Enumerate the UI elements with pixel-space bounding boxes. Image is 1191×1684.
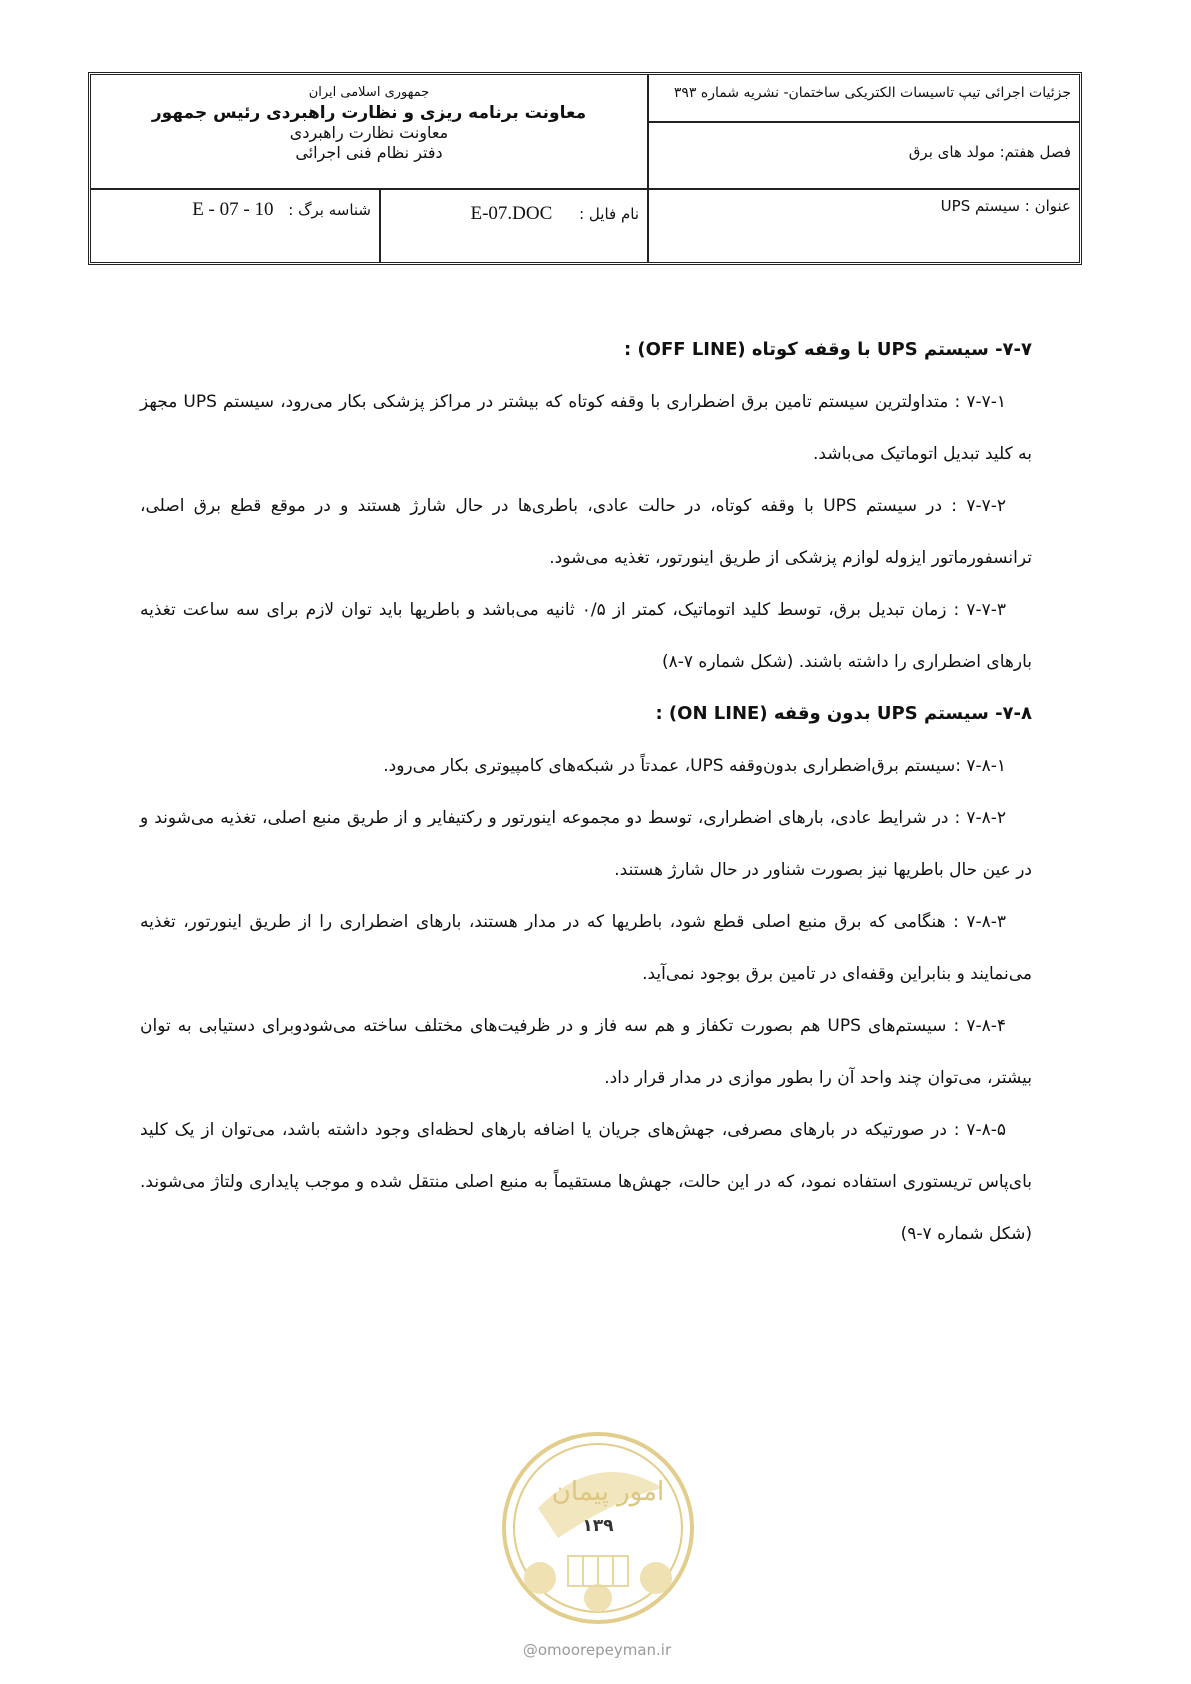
paragraph-7-8-3: ۷-۸-۳ : هنگامی که برق منبع اصلی قطع شود، باطریها که در مدار هستند، بارهای اضطراری را از طریق اینورتور، تغذیه می‌نمایند و بنابراین وقفه‌ای در تامین برق بوجود نمی‌آید. [140, 912, 1032, 984]
doc-title-cell [657, 197, 1071, 215]
org-deputy: معاونت برنامه ریزی و نظارت راهبردی رئیس جمهور [151, 103, 587, 123]
sheet-id-value: E - 07 - 10 [192, 199, 274, 220]
org-office: دفتر نظام فنی اجرائی [295, 143, 443, 162]
stamp-logo [498, 1428, 698, 1628]
section-heading-7-7: ۷-۷- سیستم UPS با وقفه کوتاه (OFF LINE) : [623, 339, 1032, 360]
paragraph-7-7-3: ۷-۷-۳ : زمان تبدیل برق، توسط کلید اتوماتیک، کمتر از ۰/۵ ثانیه می‌باشد و باطریها باید توان لازم برای سه ساعت تغذیه بارهای اضطراری را داشته باشند. (شکل شماره ۷-۸) [140, 600, 1032, 672]
header-divider-horizontal-main [91, 188, 1079, 190]
header-divider-vertical-main [647, 75, 649, 262]
header-divider-horizontal-right [649, 121, 1079, 123]
file-name-value: E-07.DOC [470, 203, 553, 224]
stamp-logo-text: امور پیمان [551, 1477, 665, 1507]
paragraph-7-8-1: ۷-۸-۱ :سیستم برق‌اضطراری بدون‌وقفه UPS، عمدتاً در شبکه‌های کامپیوتری بکار می‌رود. [383, 756, 1006, 776]
chapter-title: فصل هفتم: مولد های برق [908, 143, 1071, 161]
header-divider-vertical-left [379, 190, 381, 262]
publication-title: جزئیات اجرائی تیپ تاسیسات الکتریکی ساختمان- نشریه شماره ۳۹۳ [673, 85, 1071, 101]
paragraph-7-7-2: ۷-۷-۲ : در سیستم UPS با وقفه کوتاه، در حالت عادی، باطری‌ها در حال شارژ هستند و در موقع قطع برق اصلی، ترانسفورماتور ایزوله لوازم پزشکی از طریق اینورتور، تغذیه می‌شود. [140, 496, 1032, 568]
doc-title-value: سیستم UPS [940, 197, 1020, 215]
file-name-label: نام فایل : [579, 205, 639, 223]
header-table [88, 72, 1082, 265]
paragraph-7-8-5: ۷-۸-۵ : در صورتیکه در بارهای مصرفی، جهش‌های جریان یا اضافه بارهای لحظه‌ای وجود داشته باشد، می‌توان از یک کلید بای‌پاس تریستوری استفاده نمود، که در این حالت، جهش‌ها مستقیماً به منبع اصلی منتقل شده و موجب پایداری ولتاژ می‌شوند. (شکل شماره ۷-۹) [140, 1120, 1032, 1244]
sheet-id-cell [91, 199, 377, 221]
org-supervision: معاونت نظارت راهبردی [289, 123, 449, 142]
paragraph-7-8-4: ۷-۸-۴ : سیستم‌های UPS هم بصورت تکفاز و هم سه فاز و در ظرفیت‌های مختلف ساخته می‌شودوبرای دستیابی به توان بیشتر، می‌توان چند واحد آن را بطور موازی در مدار قرار داد. [140, 1016, 1032, 1088]
organization-block [91, 83, 647, 183]
paragraph-7-8-2: ۷-۸-۲ : در شرایط عادی، بارهای اضطراری، توسط دو مجموعه اینورتور و رکتیفایر و از طریق منبع اصلی، تغذیه می‌شوند و در عین حال باطریها نیز بصورت شناور در حال شارژ هستند. [140, 808, 1032, 880]
watermark-text: @omoorepeyman.ir [522, 1641, 672, 1659]
file-name-cell [383, 203, 645, 225]
doc-title-label: عنوان : [1024, 197, 1071, 215]
main-content [140, 324, 1032, 1260]
paragraph-7-7-1: ۷-۷-۱ : متداولترین سیستم تامین برق اضطراری با وقفه کوتاه که بیشتر در مراکز پزشکی بکار می‌رود، سیستم UPS مجهز به کلید تبدیل اتوماتیک می‌باشد. [140, 392, 1032, 464]
page-number: ۱۳۹ [582, 1516, 614, 1536]
sheet-id-label: شناسه برگ : [288, 201, 371, 219]
org-country: جمهوری اسلامی ایران [308, 85, 430, 100]
section-heading-7-8: ۷-۸- سیستم UPS بدون وقفه (ON LINE) : [655, 703, 1032, 724]
